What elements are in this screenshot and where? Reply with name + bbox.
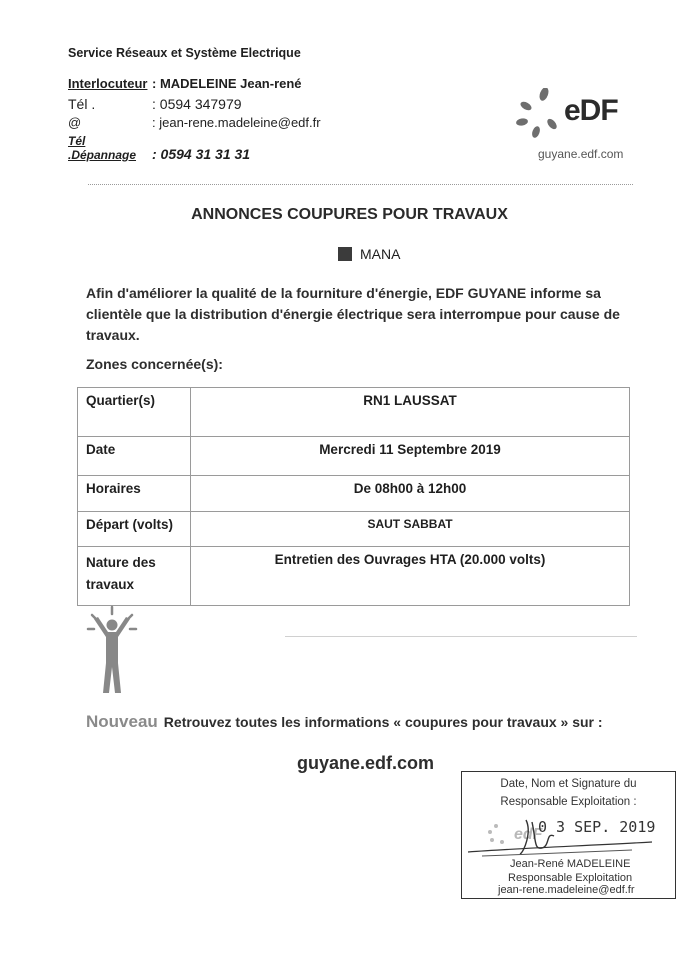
website-link[interactable]: guyane.edf.com [297, 753, 435, 773]
stamp-role: Responsable Exploitation [508, 872, 633, 884]
nouveau-line [86, 712, 603, 732]
nouveau-word: Nouveau [86, 712, 158, 731]
zones-label: Zones concernée(s): [86, 356, 223, 372]
stamp-name: Jean-René MADELEINE [510, 858, 631, 870]
row-value: Entretien des Ouvrages HTA (20.000 volts) [191, 547, 630, 606]
stamp-logo-text: edF [514, 826, 543, 843]
stamp-email: jean-rene.madeleine@edf.fr [498, 884, 635, 896]
table-row [78, 388, 630, 437]
row-value: Mercredi 11 Septembre 2019 [191, 437, 630, 476]
depannage-label: Tél .Dépannage [68, 134, 137, 162]
handwritten-signature-icon [462, 802, 675, 862]
commune-name: MANA [360, 246, 401, 262]
email-line [68, 115, 321, 130]
row-label: Nature des travaux [78, 547, 191, 606]
service-name: Service Réseaux et Système Electrique [68, 46, 301, 60]
interlocuteur-label: Interlocuteur [68, 76, 148, 91]
person-arms-raised-icon [86, 605, 138, 697]
stamp-date: 0 3 SEP. 2019 [538, 818, 656, 836]
row-label: Départ (volts) [78, 512, 191, 547]
depannage-value: : 0594 31 31 31 [152, 146, 251, 162]
commune [338, 246, 400, 262]
row-label: Horaires [78, 476, 191, 512]
stamp-line-2: Responsable Exploitation : [500, 796, 637, 808]
info-table [77, 387, 630, 606]
interlocuteur-line [68, 76, 302, 91]
header-divider [88, 184, 633, 185]
table-row [78, 512, 630, 547]
stamp-line-1: Date, Nom et Signature du [500, 778, 637, 790]
logo-website[interactable]: guyane.edf.com [538, 147, 624, 161]
edf-logo-text: eDF [564, 94, 618, 127]
signature-stamp [461, 771, 676, 899]
section-divider [285, 636, 637, 637]
tel-value: : 0594 347979 [152, 96, 242, 112]
table-row [78, 476, 630, 512]
tel-label: Tél . [68, 96, 96, 112]
email-value[interactable]: : jean-rene.madeleine@edf.fr [152, 115, 321, 130]
edf-logo [514, 88, 644, 138]
row-value: RN1 LAUSSAT [191, 388, 630, 437]
page-title: ANNONCES COUPURES POUR TRAVAUX [191, 206, 508, 223]
email-label: @ [68, 115, 82, 130]
tel-line [68, 96, 242, 112]
interlocuteur-value: : MADELEINE Jean-rené [152, 76, 302, 91]
row-label: Quartier(s) [78, 388, 191, 437]
row-value: SAUT SABBAT [191, 512, 630, 547]
table-row [78, 547, 630, 606]
nouveau-text: Retrouvez toutes les informations « coupures pour travaux » sur : [163, 714, 603, 730]
depannage-line [68, 134, 250, 162]
row-label: Date [78, 437, 191, 476]
row-value: De 08h00 à 12h00 [191, 476, 630, 512]
edf-flower-icon [514, 88, 562, 138]
table-row [78, 437, 630, 476]
intro-paragraph: Afin d'améliorer la qualité de la fourniture d'énergie, EDF GUYANE informe sa clientèle que la distribution d'énergie électrique sera interrompue pour cause de travaux. [86, 285, 620, 343]
checkbox-square-icon [338, 247, 352, 261]
